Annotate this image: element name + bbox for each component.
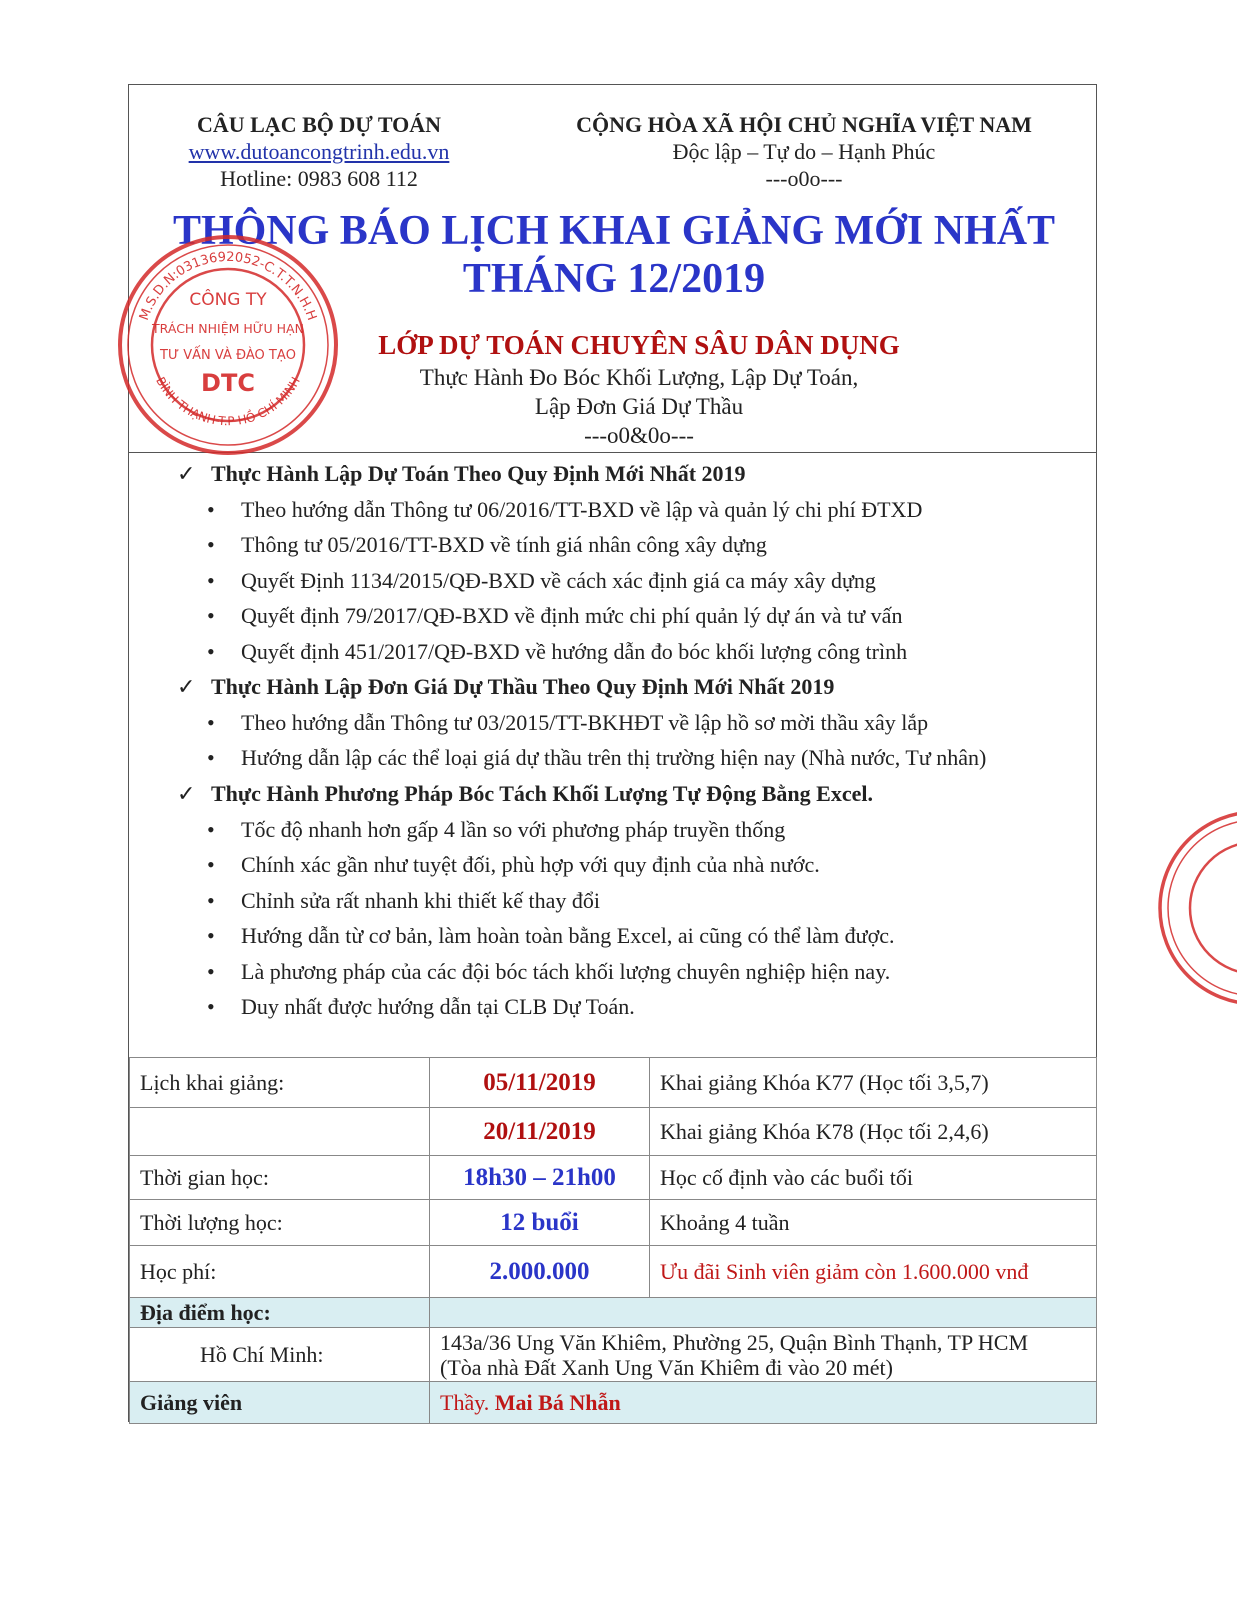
class-duration: 12 buổi bbox=[430, 1200, 650, 1246]
empty-cell bbox=[130, 1108, 430, 1156]
bullet-icon: • bbox=[207, 532, 215, 557]
list-item: • Quyết định 79/2017/QĐ-BXD về định mức chi phí quản lý dự án và tư vấn bbox=[207, 603, 903, 628]
org-block bbox=[149, 111, 489, 192]
location-header-fill bbox=[430, 1298, 1097, 1328]
list-item: • Quyết Định 1134/2015/QĐ-BXD về cách xác định giá ca máy xây dựng bbox=[207, 568, 876, 593]
partial-seal-stamp bbox=[1156, 808, 1237, 1008]
list-item: • Là phương pháp của các đội bóc tách khối lượng chuyên nghiệp hiện nay. bbox=[207, 959, 891, 984]
course-name: LỚP DỰ TOÁN CHUYÊN SÂU DÂN DỤNG bbox=[378, 330, 900, 360]
teacher-prefix: Thầy. bbox=[440, 1389, 490, 1415]
nation-name: CỘNG HÒA XÃ HỘI CHỦ NGHĨA VIỆT NAM bbox=[576, 112, 1032, 137]
stamp-ring-top: M.S.D.N:0313692052-C.T.T.N.H.H bbox=[136, 249, 320, 323]
table-row bbox=[130, 1328, 1097, 1382]
check-icon: ✓ bbox=[177, 674, 196, 699]
list-item: • Theo hướng dẫn Thông tư 06/2016/TT-BXD về lập và quản lý chi phí ĐTXD bbox=[207, 497, 923, 522]
bullet-icon: • bbox=[207, 745, 215, 770]
teacher-label: Giảng viên bbox=[130, 1382, 430, 1424]
list-item: • Quyết định 451/2017/QĐ-BXD về hướng dẫn đo bóc khối lượng công trình bbox=[207, 639, 908, 664]
table-row bbox=[130, 1382, 1097, 1424]
check-icon: ✓ bbox=[177, 781, 196, 806]
bullet-icon: • bbox=[207, 568, 215, 593]
time-label: Thời gian học: bbox=[130, 1156, 430, 1200]
table-row bbox=[130, 1298, 1097, 1328]
opening-note-1: Khai giảng Khóa K77 (Học tối 3,5,7) bbox=[650, 1058, 1097, 1108]
nation-block bbox=[539, 111, 1069, 192]
nation-separator: ---o0o--- bbox=[765, 166, 843, 191]
bullet-icon: • bbox=[207, 603, 215, 628]
teacher-name: Mai Bá Nhẫn bbox=[494, 1389, 621, 1415]
opening-label: Lịch khai giảng: bbox=[130, 1058, 430, 1108]
stamp-ring-bottom: BÌNH THẠNH-T.P HỒ CHÍ MINH bbox=[153, 374, 303, 429]
opening-date-2: 20/11/2019 bbox=[430, 1108, 650, 1156]
location-label: Địa điểm học: bbox=[130, 1298, 430, 1328]
org-hotline: Hotline: 0983 608 112 bbox=[220, 166, 418, 191]
bullet-icon: • bbox=[207, 923, 215, 948]
section-heading: ✓ Thực Hành Phương Pháp Bóc Tách Khối Lượng Tự Động Bằng Excel. bbox=[177, 781, 873, 806]
list-item: • Theo hướng dẫn Thông tư 03/2015/TT-BKHĐT về lập hồ sơ mời thầu xây lắp bbox=[207, 710, 929, 735]
address-line1: 143a/36 Ung Văn Khiêm, Phường 25, Quận Bình Thạnh, TP HCM bbox=[440, 1329, 1029, 1355]
table-row bbox=[130, 1058, 1097, 1108]
check-icon: ✓ bbox=[177, 461, 196, 486]
city-label: Hồ Chí Minh: bbox=[130, 1328, 430, 1382]
opening-date-1: 05/11/2019 bbox=[430, 1058, 650, 1108]
bullet-icon: • bbox=[207, 888, 215, 913]
stamp-line3: TƯ VẤN VÀ ĐÀO TẠO bbox=[160, 348, 296, 363]
company-seal-stamp bbox=[116, 233, 340, 457]
address-cell bbox=[430, 1328, 1097, 1382]
bullet-icon: • bbox=[207, 710, 215, 735]
table-row bbox=[130, 1156, 1097, 1200]
duration-note: Khoảng 4 tuần bbox=[650, 1200, 1097, 1246]
list-item: • Tốc độ nhanh hơn gấp 4 lần so với phương pháp truyền thống bbox=[207, 817, 786, 842]
section-heading: ✓ Thực Hành Lập Dự Toán Theo Quy Định Mới Nhất 2019 bbox=[177, 461, 746, 486]
address-line2: (Tòa nhà Đất Xanh Ung Văn Khiêm đi vào 20 mét) bbox=[440, 1354, 893, 1380]
notice-title-line1: THÔNG BÁO LỊCH KHAI GIẢNG MỚI NHẤT bbox=[172, 208, 1056, 254]
course-subtitle bbox=[319, 363, 959, 450]
list-item: • Hướng dẫn lập các thể loại giá dự thầu trên thị trường hiện nay (Nhà nước, Tư nhân) bbox=[207, 745, 987, 770]
teacher-cell bbox=[430, 1382, 1097, 1424]
course-subtitle-line1: Thực Hành Đo Bóc Khối Lượng, Lập Dự Toán, bbox=[419, 365, 859, 390]
table-row bbox=[130, 1246, 1097, 1298]
tuition-fee: 2.000.000 bbox=[430, 1246, 650, 1298]
fee-label: Học phí: bbox=[130, 1246, 430, 1298]
time-note: Học cố định vào các buổi tối bbox=[650, 1156, 1097, 1200]
list-item: • Duy nhất được hướng dẫn tại CLB Dự Toán. bbox=[207, 994, 635, 1019]
nation-motto: Độc lập – Tự do – Hạnh Phúc bbox=[672, 139, 936, 164]
course-separator: ---o0&0o--- bbox=[584, 423, 694, 448]
bullet-icon: • bbox=[207, 497, 215, 522]
list-item: • Thông tư 05/2016/TT-BXD về tính giá nhân công xây dựng bbox=[207, 532, 767, 557]
bullet-icon: • bbox=[207, 852, 215, 877]
org-name: CÂU LẠC BỘ DỰ TOÁN bbox=[196, 112, 442, 137]
stamp-line4: DTC bbox=[201, 369, 255, 397]
list-item: • Hướng dẫn từ cơ bản, làm hoàn toàn bằng Excel, ai cũng có thể làm được. bbox=[207, 923, 895, 948]
duration-label: Thời lượng học: bbox=[130, 1200, 430, 1246]
stamp-line2: TRÁCH NHIỆM HỮU HẠN bbox=[152, 321, 304, 336]
org-website-link[interactable]: www.dutoancongtrinh.edu.vn bbox=[188, 139, 450, 164]
table-row bbox=[130, 1200, 1097, 1246]
bullet-icon: • bbox=[207, 994, 215, 1019]
fee-discount-note: Ưu đãi Sinh viên giảm còn 1.600.000 vnđ bbox=[650, 1246, 1097, 1298]
opening-note-2: Khai giảng Khóa K78 (Học tối 2,4,6) bbox=[650, 1108, 1097, 1156]
course-subtitle-line2: Lập Đơn Giá Dự Thầu bbox=[534, 394, 744, 419]
list-item: • Chính xác gần như tuyệt đối, phù hợp với quy định của nhà nước. bbox=[207, 852, 820, 877]
notice-title-line2: THÁNG 12/2019 bbox=[462, 256, 766, 302]
table-row bbox=[130, 1108, 1097, 1156]
stamp-line1: CÔNG TY bbox=[189, 290, 267, 310]
class-time: 18h30 – 21h00 bbox=[430, 1156, 650, 1200]
bullet-icon: • bbox=[207, 959, 215, 984]
course-content bbox=[129, 452, 1096, 1058]
schedule-table bbox=[129, 1057, 1097, 1424]
bullet-icon: • bbox=[207, 817, 215, 842]
bullet-icon: • bbox=[207, 639, 215, 664]
section-heading: ✓ Thực Hành Lập Đơn Giá Dự Thầu Theo Quy Định Mới Nhất 2019 bbox=[177, 674, 835, 699]
list-item: • Chỉnh sửa rất nhanh khi thiết kế thay đổi bbox=[207, 888, 600, 913]
